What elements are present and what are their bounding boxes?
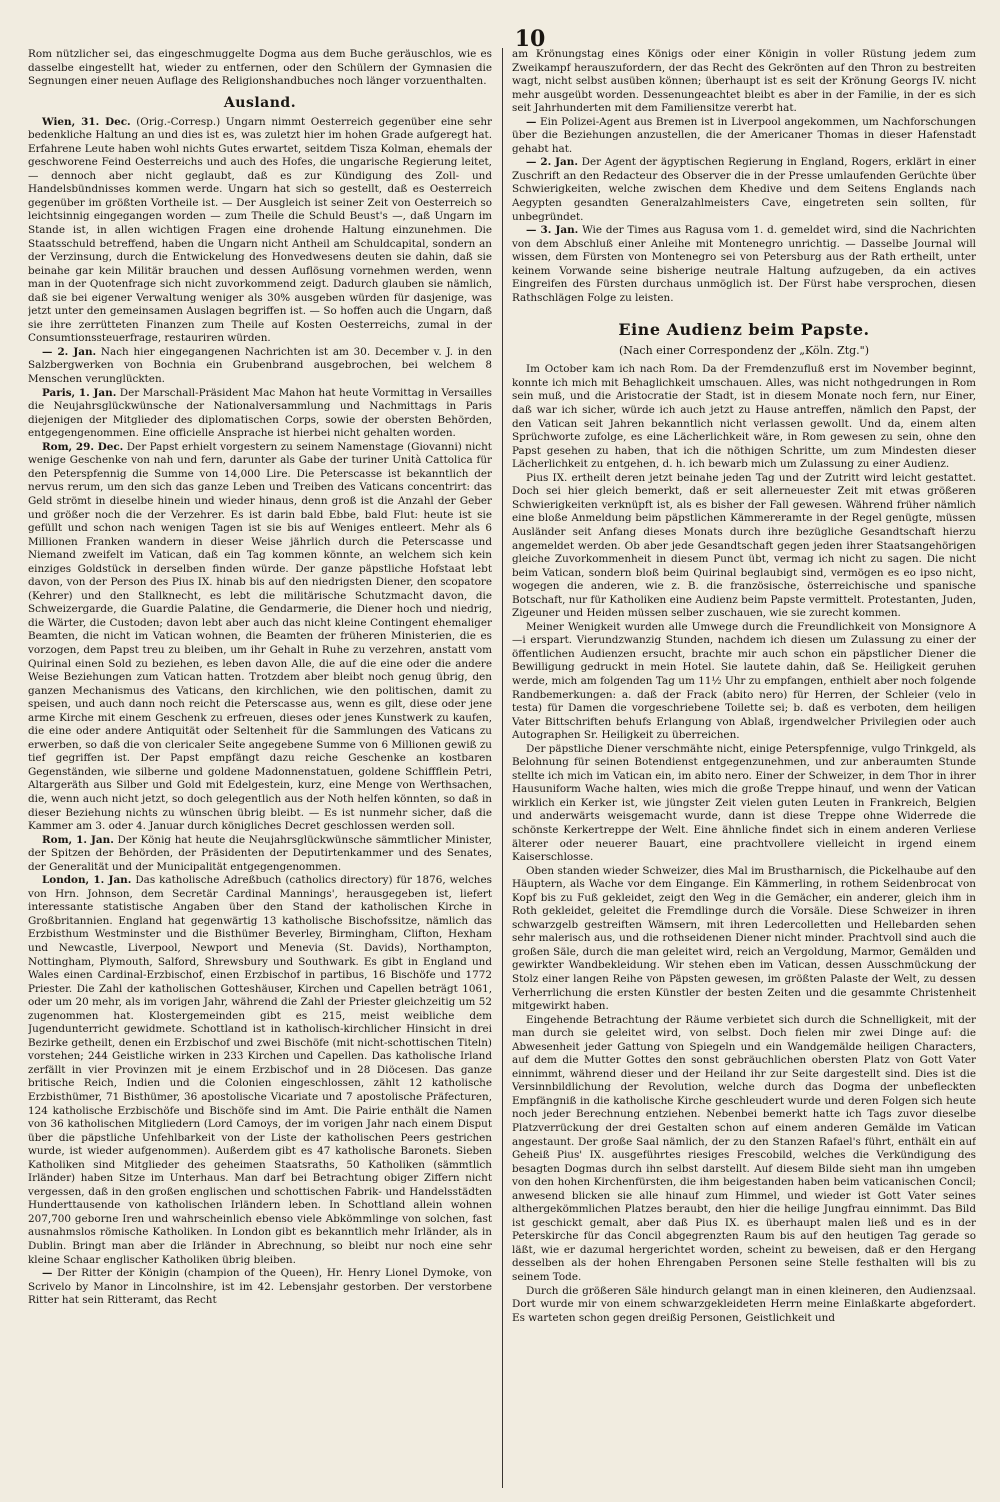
news-text: Der Marschall-Präsident Mac Mahon hat heute Vormittag in Versailles die Neujahrsglückwünsche der Nationalversammlung und Nachmittags in Paris diejenigen der Mitglieder des diplomatischen Corps, sowie der obersten Behörden, entgegengenommen. Eine officielle Ansprache ist hierbei nicht gehalten worden. — [28, 386, 492, 440]
article-paragraph: Der päpstliche Diener verschmähte nicht, einige Peterspfennige, vulgo Trinkgeld, als Belohnung für seinen Botendienst entgegenzunehmen, und zur anberaumten Stunde stellte ich mich im Vatican ein, im abito nero. Einer der Schweizer, in dem Thor in ihrer Hausuniform Wache halten, wies mich die große Treppe hinauf, und wenn der Vatican wirklich ein Kerker ist, wie jüngster Zeit vielen guten Leuten in Frankreich, Belgien und anderwärts weisgemacht wurde, dann ist diese Treppe ohne Widerrede die schönste Kerkertreppe der Welt. Eine ähnliche findet sich in einem anderen Verliese älterer oder neuerer Bauart, eine prachtvollere vielleicht in irgend einem Kaiserschlosse. — [512, 742, 976, 864]
article-paragraph: Eingehende Betrachtung der Räume verbietet sich durch die Schnelligkeit, mit der man durch sie geleitet wird, von selbst. Doch fielen mir zwei Dinge auf: die Abwesenheit jeder Gattung von Spiegeln und ein Wandgemälde heiligen Characters, auf dem die Mutter Gottes den sonst gebräuchlichen obersten Platz von Gott Vater einnimmt, während dieser und der Heiland ihr zur Seite dargestellt sind. Dies ist die Versinnbildlichung der Revolution, welche durch das Dogma der unbefleckten Empfängniß in die katholische Kirche geschleudert wurde und deren Folgen sich heute noch jeder Berechnung entziehen. Nebenbei bemerkt hatte ich Tags zuvor dieselbe Platzverrückung der drei Gestalten schon auf einem anderen Gemälde im Vatican angestaunt. Der große Saal nämlich, der zu den Stanzen Rafael's führt, enthält ein auf Geheiß Pius' IX. ausgeführtes riesiges Frescobild, welches die Verkündigung des besagten Dogmas durch ihn selbst darstellt. Auf diesem Bilde sieht man ihn umgeben von den hohen Kirchenfürsten, die ihm beigestanden haben beim vaticanischen Concil; anwesend blicken sie alle hinauf zum Himmel, und wieder ist Gott Vater seines althergekömmlichen Platzes beraubt, den hier die heilige Jungfrau einnimmt. Das Bild ist geschickt gemalt, aber daß Pius IX. es überhaupt malen ließ und es in der Peterskirche für das Concil abgegrenzten Raum bis auf den heutigen Tag gerade so läßt, wie er dazumal hergerichtet worden, scheint zu beweisen, daß er den Hergang desselben als der hohen Ehrengaben Personen seine Stelle festhalten will bis zu seinem Tode. — [512, 1013, 976, 1284]
dateline: Rom, 1. Jan. — [42, 833, 114, 846]
article-paragraph: Durch die größeren Säle hindurch gelangt man in einen kleineren, den Audienzsaal. Dort wurde mir von einem schwarzgekleideten Herrn meine Einlaßkarte abgefordert. Es warteten schon gegen dreißig Personen, Geistlichkeit und — [512, 1284, 976, 1324]
left-intro-paragraph: Rom nützlicher sei, das eingeschmuggelte Dogma aus dem Buche geräuschlos, wie es dasselbe eingestellt hat, wieder zu entfernen, oder den Schülern der Gymnasien die Segnungen einer neuen Auflage des Religionshandbuches noch länger vorzuenthalten. — [28, 48, 492, 88]
article-paragraph: Pius IX. ertheilt deren jetzt beinahe jeden Tag und der Zutritt wird leicht gestattet. Doch sei hier gleich bemerkt, daß er seit allerneuester Zeit mit etwas größeren Schwierigkeiten verknüpft ist, als es bisher der Fall gewesen. Während früher nämlich eine bloße Anmeldung beim päpstlichen Kämmereramte in der Regel genügte, müssen Ausländer seit Anfang dieses Monats durch ihre bezügliche Gesandtschaft hierzu angemeldet werden. Ob aber jede Gesandtschaft gegen jeden ihrer Staatsangehörigen gleiche Zuvorkommenheit in diesem Punct übt, vermag ich nicht zu sagen. Die nicht beim Vatican, sondern bloß beim Quirinal beglaubigt sind, vermögen es eo ipso nicht, wogegen die anderen, wie z. B. die französische, österreichische und spanische Botschaft, nur für Katholiken eine Audienz beim Papste vermittelt. Protestanten, Juden, Zigeuner und Heiden müssen selber zuschauen, wie sie zurecht kommen. — [512, 471, 976, 620]
article-paragraph: Im October kam ich nach Rom. Da der Fremdenzufluß erst im November beginnt, konnte ich mich mit Behaglichkeit umschauen. Alles, was nicht nothgedrungen in Rom sein muß, und die Aristocratie der Stadt, ist in diesem Monate noch fern, nur Einer, daß war ich sicher, würde ich auch jetzt zu Hause antreffen, nämlich den Papst, der den Vatican seit Jahren bekanntlich nicht verlassen gewollt. Und da, einem alten Sprüchworte zufolge, es eine Lächerlichkeit wäre, in Rom gewesen zu sein, ohne den Papst gesehen zu haben, that ich die nöthigen Schritte, um zum Mindesten dieser Lächerlichkeit zu entgehen, d. h. ich bewarb mich um Zulassung zu einer Audienz. — [512, 363, 976, 471]
news-text: Nach hier eingegangenen Nachrichten ist am 30. December v. J. in den Salzbergwerken von Bochnia ein Grubenbrand ausgebrochen, bei welchem 8 Menschen verunglückten. — [28, 345, 492, 386]
left-articles — [28, 116, 492, 1308]
dateline: — — [526, 115, 537, 128]
news-text: Der Ritter der Königin (champion of the Queen), Hr. Henry Lionel Dymoke, von Scrivelo by Manor in Lincolnshire, ist im 42. Lebensjahr gestorben. Der verstorbene Ritter hat sein Ritteramt, das Recht — [28, 1267, 492, 1307]
dateline: Paris, 1. Jan. — [42, 386, 117, 399]
news-item — [28, 1267, 492, 1308]
news-item — [28, 834, 492, 875]
section-heading-ausland: Ausland. — [223, 94, 297, 111]
right-intro-paragraph: am Krönungstag eines Königs oder einer Königin in voller Rüstung jedem zum Zweikampf herauszufordern, der das Recht des Gekrönten auf den Thron zu bestreiten wagt, nicht selbst ausüben können; überhaupt ist es seit der Krönung Georgs IV. nicht mehr ausgeübt worden. Dessenungeachtet bleibt es aber in der Familie, in der es sich seit Jahrhunderten mit dem Familiensitze vererbt hat. — [512, 48, 976, 115]
news-item — [28, 441, 492, 834]
dateline: Rom, 29. Dec. — [42, 440, 124, 453]
news-item — [28, 387, 492, 441]
news-item — [512, 224, 976, 305]
dateline: — 2. Jan. — [42, 345, 97, 358]
article-paragraph: Oben standen wieder Schweizer, dies Mal im Brustharnisch, die Pickelhaube auf den Häuptern, als Wache vor dem Eingange. Ein Kämmerling, in rothem Seidenbrocat von Kopf bis zu Fuß gekleidet, zeigt den Weg in die Gemächer, ein anderer, gleich ihm in Roth gekleidet, geleitet die Fremdlinge durch die Vorsäle. Diese Schweizer in ihren schwarzgelb gestreiften Wämsern, mit ihren Ledercolletten und Hellebarden sehen sehr malerisch aus, und die rothseidenen Diener nicht minder. Prachtvoll sind auch die großen Säle, durch die man geleitet wird, reich an Vergoldung, Marmor, Gemälden und gewirkter Wandbekleidung. Wir stehen eben im Vatican, dessen Ausschmückung der Stolz einer langen Reihe von Päpsten gewesen, im größten Palaste der Welt, zu dessen Verherrlichung die ersten Künstler der besten Zeiten und die gesammte Christenheit mitgewirkt haben. — [512, 864, 976, 1013]
left-column — [28, 48, 492, 1488]
article-subtitle: (Nach einer Correspondenz der „Köln. Ztg.") — [618, 344, 870, 358]
right-column — [512, 48, 976, 1488]
news-item — [28, 346, 492, 387]
article-body — [512, 363, 976, 1325]
news-item — [28, 116, 492, 346]
newspaper-page — [28, 0, 976, 1502]
news-text: Das katholische Adreßbuch (catholics directory) für 1876, welches von Hrn. Johnson, dem Secretär Cardinal Mannings', herausgegeben ist, liefert interessante statistische Angaben über den Stand der katholischen Kirche in Großbritannien. England hat gegenwärtig 13 katholische Bischofssitze, nämlich das Erzbisthum Westminster und die Bisthümer Beverley, Birmingham, Clifton, Hexham und Newcastle, Liverpool, Newport und Menevia (St. Davids), Northampton, Nottingham, Plymouth, Salford, Shrewsbury und Southwark. Es gibt in England und Wales einen Cardinal-Erzbischof, einen Erzbischof in partibus, 16 Bischöfe und 1772 Priester. Die Zahl der katholischen Gotteshäuser, Kirchen und Capellen beträgt 1061, oder um 20 mehr, als im vorigen Jahr, während die Zahl der Priester gleichzeitig um 52 zugenommen hat. Klostergemeinden gibt es 215, meist weibliche dem Jugendunterricht gewidmete. Schottland ist in katholisch-kirchlicher Hinsicht in drei Bezirke getheilt, denen ein Erzbischof und zwei Bischöfe (mit nicht-schottischen Titeln) vorstehen; 244 Geistliche wirken in 233 Kirchen und Capellen. Das katholische Irland zerfällt in vier Provinzen mit je einem Erzbischof und in 28 Diöcesen. Das ganze britische Reich, Indien und die Colonien eingeschlossen, zählt 12 katholische Erzbisthümer, 71 Bisthümer, 36 apostolische Vicariate und 7 apostolische Präfecturen, 124 katholische Erzbischöfe und Bischöfe sind im Amt. Die Pairie enthält die Namen von 36 katholischen Mitgliedern (Lord Camoys, der im vorigen Jahr nach einem Disput über die päpstliche Unfehlbarkeit von der Liste der katholischen Peers gestrichen wurde, ist wieder aufgenommen). Außerdem gibt es 47 katholische Baronets. Sieben Katholiken sind Mitglieder des geheimen Staatsraths, 50 Katholiken (sämmtlich Irländer) haben Sitze im Unterhaus. Man darf bei Betrachtung obiger Ziffern nicht vergessen, daß in den großen englischen und schottischen Fabrik- und Handelsstädten Hunderttausende von katholischen Irländern leben. In Schottland allein wohnen 207,700 geborne Iren und wahrscheinlich ebenso viele Abkömmlinge von solchen, fast ausnahmslos römische Katholiken. In London gibt es bekanntlich mehr Irländer, als in Dublin. Bringt man aber die Irländer in Abrechnung, so bleibt nur noch eine sehr kleine Schaar englischer Katholiken übrig bleiben. — [28, 874, 492, 1266]
news-item — [28, 874, 492, 1267]
dateline: — 3. Jan. — [526, 224, 579, 237]
article-title: Eine Audienz beim Papste. — [618, 320, 870, 340]
columns — [28, 48, 976, 1488]
dateline: — — [42, 1267, 53, 1280]
news-text: Der Papst erhielt vorgestern zu seinem Namenstage (Giovanni) nicht wenige Geschenke von nah und fern, darunter als Gabe der turiner Unità Cattolica für den Peterspfennig die Summe von 14,000 Lire. Die Peterscasse ist bekanntlich der nervus rerum, um den sich das ganze Leben und Treiben des Vaticans concentrirt: das Geld strömt in dieselbe hinein und wieder hinaus, denn groß ist die Anzahl der Geber und größer noch die der Verzehrer. Es ist darin bald Ebbe, bald Flut: heute ist sie gefüllt und schon nach wenigen Tagen ist sie bis auf Weniges entleert. Mehr als 6 Millionen Franken wandern in dieser Weise jährlich durch die Peterscasse und Niemand zweifelt im Vatican, daß ein Tag kommen könnte, an welchem sich kein einziges Goldstück in derselben finden würde. Der ganze päpstliche Hofstaat lebt davon, von der Person des Pius IX. hinab bis auf den niedrigsten Diener, den scopatore (Kehrer) und den Stallknecht, es lebt die militärische Schutzmacht davon, die Schweizergarde, die Guardie Palatine, die Gendarmerie, die Diener hoch und niedrig, die Wärter, die Custoden; davon lebt aber auch das nicht kleine Contingent ehemaliger Beamten, die nicht im Vatican wohnen, die Beamten der früheren Ministerien, die es vorzogen, dem Papst treu zu bleiben, um ihr Gehalt in Ruhe zu verzehren, anstatt vom Quirinal einen Sold zu beziehen, es leben davon Alle, die auf die eine oder die andere Weise Beziehungen zum Vatican hatten. Trotzdem aber bleibt noch genug übrig, den ganzen Mechanismus des Vaticans, den kirchlichen, wie den politischen, damit zu speisen, und auch dann noch reicht die Peterscasse aus, wenn es gilt, diese oder jene arme Kirche mit einem Geschenk zu erfreuen, dieses oder jenes Kunstwerk zu kaufen, die eine oder andere Antiquität oder Seltenheit für die Sammlungen des Vaticans zu erwerben, so daß die von clericaler Seite angegebene Summe von 6 Millionen gewiß zu tief gegriffen ist. Der Papst empfängt dazu reiche Geschenke an kostbaren Gegenständen, wie silberne und goldene Madonnenstatuen, goldene Schiffflein Petri, Altargeräth aus Silber und Gold mit Edelgestein, kurz, eine Menge von Werthsachen, die, wenn auch nicht jetzt, so doch gelegentlich aus der Noth helfen könnten, so daß in dieser Beziehung nichts zu wünschen übrig bleibt. — Es ist nunmehr sicher, daß die Kammer am 3. oder 4. Januar durch königliches Decret geschlossen werden soll. — [28, 440, 492, 833]
dateline: London, 1. Jan. — [42, 874, 132, 887]
right-articles — [512, 116, 976, 306]
news-text: Wie der Times aus Ragusa vom 1. d. gemeldet wird, sind die Nachrichten von dem Abschluß einer Anleihe mit Montenegro unrichtig. — Dasselbe Journal will wissen, dem Fürsten von Montenegro sei von Petersburg aus der Rath ertheilt, unter keinem Vorwande seine bisherige neutrale Haltung aufzugeben, da ein actives Eingreifen des Fürsten durchaus unmöglich ist. Der Fürst habe versprochen, diesen Rathschlägen Folge zu leisten. — [512, 224, 976, 304]
dateline: Wien, 31. Dec. — [42, 115, 131, 128]
news-text: (Orig.-Corresp.) Ungarn nimmt Oesterreich gegenüber eine sehr bedenkliche Haltung an und dies ist es, was zuletzt hier im hohen Grade aufgeregt hat. Erfahrene Leute haben wohl nichts Gutes erwartet, seitdem Tisza Kolman, ehemals der geschworene Feind Oesterreichs und auch des Hofes, die ungarische Regierung leitet, — dennoch aber nicht geglaubt, daß es zur Kündigung des Zoll- und Handelsbündnisses kommen werde. Ungarn hat sich so gestellt, daß es Oesterreich gegenüber im größten Vortheile ist. — Der Ausgleich ist seiner Zeit von Oesterreich so leichtsinnig eingegangen worden — zum Theile die Schuld Beust's —, daß Ungarn im Stande ist, in allen wichtigen Fragen eine drohende Haltung einzunehmen. Die Staatsschuld betreffend, haben die Ungarn nicht Antheil am Schuldcapital, sondern an der Verzinsung, durch die Entwickelung des Honvedwesens deuten sie dahin, daß sie beinahe gar kein Militär brauchen und dessen Auflösung vornehmen werden, wenn man in der Quotenfrage sich nicht zuvorkommend zeigt. Dadurch glauben sie nämlich, daß sie bei eigener Verwaltung weniger als 30% ausgeben würden für dasjenige, was jetzt unter den gemeinsamen Auslagen begriffen ist. — So hoffen auch die Ungarn, daß sie ihre zerrütteten Finanzen zum Theile auf Kosten Oesterreichs, zumal in der Consumtionssteuerfrage, restauriren würden. — [28, 115, 492, 345]
news-text: Der König hat heute die Neujahrsglückwünsche sämmtlicher Minister, der Spitzen der Behörden, der Präsidenten der Deputirtenkammer und des Senates, der Generalität und der Municipalität entgegengenommen. — [28, 833, 492, 873]
news-item — [512, 156, 976, 224]
dateline: — 2. Jan. — [526, 156, 578, 169]
page-number: 10 — [514, 26, 546, 52]
article-paragraph: Meiner Wenigkeit wurden alle Umwege durch die Freundlichkeit von Monsignore A—i erspart. Vierundzwanzig Stunden, nachdem ich diesen um Zulassung zu einer der öffentlichen Audienzen ersucht, brachte mir auch schon ein päpstlicher Diener die Bewilligung gedruckt in mein Hotel. Sie lautete dahin, daß Se. Heiligkeit geruhen werde, mich am folgenden Tag um 11½ Uhr zu empfangen, enthielt aber noch folgende Randbemerkungen: a. daß der Frack (abito nero) für Herren, der Schleier (velo in testa) für Damen die vorgeschriebene Toilette sei; b. daß es verboten, dem heiligen Vater Bittschriften behufs Erlangung von Ablaß, irgendwelcher Privilegien oder auch Autographen Sr. Heiligkeit zu überreichen. — [512, 620, 976, 742]
news-item — [512, 116, 976, 157]
news-text: Der Agent der ägyptischen Regierung in England, Rogers, erklärt in einer Zuschrift an den Redacteur des Observer die in der Presse umlaufenden Gerüchte über Schwierigkeiten, welche zwischen dem Khedive und dem Seitens Englands nach Aegypten gesandten Generalzahlmeisters Cave, eingetreten sein sollten, für unbegründet. — [512, 156, 976, 223]
news-text: Ein Polizei-Agent aus Bremen ist in Liverpool angekommen, um Nachforschungen über die Beziehungen anzustellen, die der Americaner Thomas in dieser Hafenstadt gehabt hat. — [512, 115, 976, 155]
